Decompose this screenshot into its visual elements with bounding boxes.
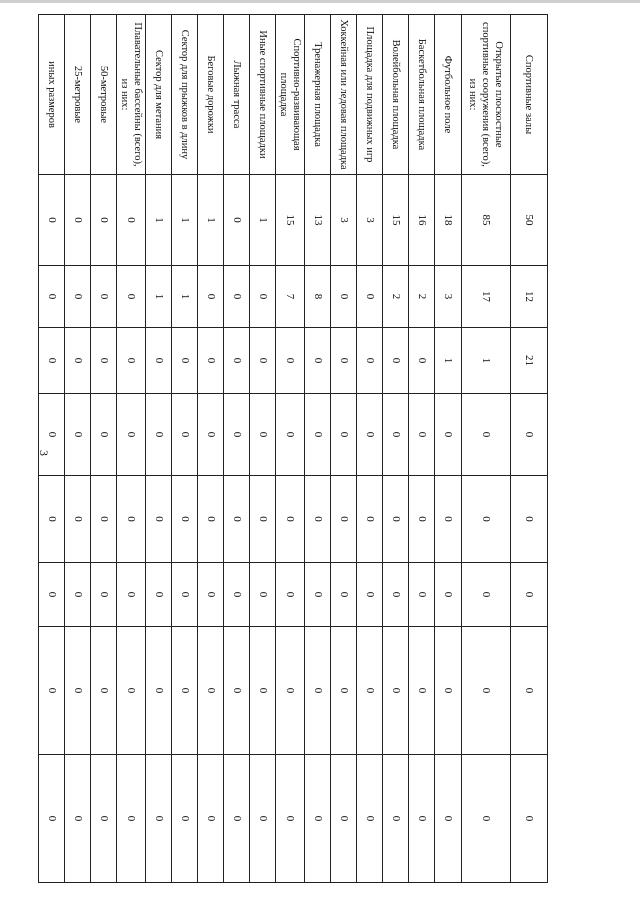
- table-row: [276, 15, 305, 883]
- table-cell: 1: [172, 266, 198, 328]
- table-cell: 0: [65, 175, 91, 266]
- table-cell: 0: [117, 476, 146, 563]
- row-label: Площадка для подвижных игр: [357, 15, 383, 175]
- table-row: [250, 15, 276, 883]
- table-row: [409, 15, 435, 883]
- scan-top-edge: [0, 0, 640, 3]
- row-label: Хоккейная или ледовая площадка: [331, 15, 357, 175]
- table-cell: 0: [39, 175, 65, 266]
- table-row: [511, 15, 548, 883]
- table-cell: 12: [511, 266, 548, 328]
- table-cell: 1: [146, 175, 172, 266]
- table-cell: 0: [91, 328, 117, 394]
- table-cell: 0: [146, 755, 172, 883]
- row-label: Беговые дорожки: [198, 15, 224, 175]
- table-cell: 3: [331, 175, 357, 266]
- table-cell: 0: [462, 627, 511, 755]
- table-cell: 0: [65, 266, 91, 328]
- table-cell: 0: [435, 755, 462, 883]
- table-cell: 0: [357, 755, 383, 883]
- table-cell: 0: [117, 266, 146, 328]
- row-label: 25-метровые: [65, 15, 91, 175]
- table-cell: 0: [383, 328, 409, 394]
- table-row: [435, 15, 462, 883]
- table-cell: 1: [250, 175, 276, 266]
- table-cell: 0: [357, 266, 383, 328]
- table-cell: 17: [462, 266, 511, 328]
- table-cell: 7: [276, 266, 305, 328]
- row-label: Плавательные бассейны (всего), из них:: [117, 15, 146, 175]
- table-cell: 0: [250, 563, 276, 627]
- table-cell: 0: [383, 476, 409, 563]
- table-cell: 0: [305, 394, 331, 476]
- table-cell: 1: [198, 175, 224, 266]
- table-cell: 0: [305, 627, 331, 755]
- table-row: [117, 15, 146, 883]
- table-cell: 0: [91, 627, 117, 755]
- table-cell: 0: [117, 755, 146, 883]
- table-cell: 0: [65, 627, 91, 755]
- table-cell: 0: [250, 394, 276, 476]
- table-cell: 1: [435, 328, 462, 394]
- table-cell: 0: [117, 328, 146, 394]
- table-cell: 0: [462, 563, 511, 627]
- table-cell: 0: [146, 627, 172, 755]
- table-cell: 1: [146, 266, 172, 328]
- row-label: Сектор для прыжков в длину: [172, 15, 198, 175]
- table-cell: 0: [250, 627, 276, 755]
- table-cell: 0: [331, 328, 357, 394]
- table-cell: 2: [383, 266, 409, 328]
- table-cell: 1: [172, 175, 198, 266]
- table-row: [198, 15, 224, 883]
- table-row: [224, 15, 250, 883]
- table-cell: 0: [198, 328, 224, 394]
- table-cell: 0: [409, 394, 435, 476]
- table-cell: 0: [39, 266, 65, 328]
- table-cell: 0: [65, 394, 91, 476]
- table-cell: 0: [117, 563, 146, 627]
- table-cell: 0: [117, 627, 146, 755]
- table-cell: 0: [383, 563, 409, 627]
- table-row: [305, 15, 331, 883]
- table-cell: 0: [198, 627, 224, 755]
- table-cell: 0: [117, 175, 146, 266]
- table-row: [331, 15, 357, 883]
- table-cell: 0: [172, 755, 198, 883]
- table-cell: 0: [224, 563, 250, 627]
- table-cell: 16: [409, 175, 435, 266]
- table-row: [172, 15, 198, 883]
- table-cell: 0: [435, 563, 462, 627]
- table-row: [91, 15, 117, 883]
- table-cell: 3: [357, 175, 383, 266]
- table-cell: 0: [305, 328, 331, 394]
- table-cell: 0: [224, 328, 250, 394]
- table-cell: 0: [511, 755, 548, 883]
- table-cell: 0: [224, 394, 250, 476]
- table-cell: 0: [305, 563, 331, 627]
- table-cell: 0: [331, 476, 357, 563]
- table-cell: 0: [172, 476, 198, 563]
- table-cell: 0: [198, 394, 224, 476]
- table-cell: 0: [65, 476, 91, 563]
- page-number: 3: [37, 450, 51, 456]
- table-cell: 0: [511, 627, 548, 755]
- table-cell: 3: [435, 266, 462, 328]
- row-label: Футбольное поле: [435, 15, 462, 175]
- row-label: Баскетбольная площадка: [409, 15, 435, 175]
- table-cell: 0: [409, 328, 435, 394]
- table-cell: 0: [383, 627, 409, 755]
- table-row: [357, 15, 383, 883]
- table-cell: 0: [435, 627, 462, 755]
- table-cell: 0: [511, 476, 548, 563]
- table-cell: 1: [462, 328, 511, 394]
- table-cell: 0: [409, 563, 435, 627]
- sports-facilities-table: [38, 14, 548, 883]
- table-cell: 0: [250, 476, 276, 563]
- table-cell: 0: [357, 328, 383, 394]
- table-cell: 0: [305, 476, 331, 563]
- table-cell: 0: [276, 328, 305, 394]
- table-cell: 0: [250, 755, 276, 883]
- table-cell: 85: [462, 175, 511, 266]
- table-cell: 0: [172, 563, 198, 627]
- row-label: Спортивные залы: [511, 15, 548, 175]
- row-label: Волейбольная площадка: [383, 15, 409, 175]
- table-row: [146, 15, 172, 883]
- table-cell: 0: [91, 175, 117, 266]
- table-row: [462, 15, 511, 883]
- table-cell: 0: [383, 755, 409, 883]
- table-cell: 0: [357, 476, 383, 563]
- table-cell: 0: [331, 563, 357, 627]
- table-cell: 0: [276, 476, 305, 563]
- table-cell: 0: [39, 328, 65, 394]
- table-cell: 0: [305, 755, 331, 883]
- row-label: Тренажерная площадка: [305, 15, 331, 175]
- row-label: Открытые плоскостные спортивные сооружения (всего), из них:: [462, 15, 511, 175]
- table-cell: 0: [198, 755, 224, 883]
- table-cell: 0: [276, 563, 305, 627]
- rotated-table: [46, 14, 548, 882]
- table-cell: 0: [276, 627, 305, 755]
- table-cell: 0: [91, 755, 117, 883]
- table-container: [46, 14, 548, 882]
- table-cell: 15: [276, 175, 305, 266]
- table-cell: 0: [39, 394, 65, 476]
- table-cell: 0: [409, 755, 435, 883]
- table-cell: 0: [331, 266, 357, 328]
- row-label: Иные спортивные площадки: [250, 15, 276, 175]
- table-cell: 0: [146, 394, 172, 476]
- table-row: [39, 15, 65, 883]
- row-label: Спортивно-развивающая площадка: [276, 15, 305, 175]
- table-cell: 0: [250, 328, 276, 394]
- row-label: иных размеров: [39, 15, 65, 175]
- table-cell: 8: [305, 266, 331, 328]
- table-cell: 0: [357, 627, 383, 755]
- table-cell: 0: [198, 563, 224, 627]
- table-cell: 0: [39, 627, 65, 755]
- table-cell: 0: [65, 563, 91, 627]
- table-cell: 21: [511, 328, 548, 394]
- table-cell: 2: [409, 266, 435, 328]
- table-cell: 13: [305, 175, 331, 266]
- table-cell: 0: [435, 394, 462, 476]
- table-cell: 0: [224, 266, 250, 328]
- table-cell: 0: [331, 755, 357, 883]
- table-cell: 50: [511, 175, 548, 266]
- table-cell: 0: [276, 755, 305, 883]
- table-cell: 0: [331, 394, 357, 476]
- table-cell: 0: [357, 563, 383, 627]
- table-cell: 0: [511, 563, 548, 627]
- table-cell: 0: [198, 476, 224, 563]
- row-label: Сектор для метания: [146, 15, 172, 175]
- table-cell: 0: [91, 563, 117, 627]
- table-cell: 0: [224, 627, 250, 755]
- row-label: 50-метровые: [91, 15, 117, 175]
- table-cell: 15: [383, 175, 409, 266]
- table-cell: 0: [462, 394, 511, 476]
- table-cell: 0: [91, 476, 117, 563]
- table-cell: 0: [224, 755, 250, 883]
- table-cell: 0: [198, 266, 224, 328]
- table-cell: 0: [511, 394, 548, 476]
- table-cell: 0: [39, 563, 65, 627]
- table-cell: 0: [39, 476, 65, 563]
- table-cell: 0: [172, 328, 198, 394]
- table-cell: 0: [409, 476, 435, 563]
- table-cell: 0: [146, 328, 172, 394]
- table-cell: 0: [276, 394, 305, 476]
- table-row: [383, 15, 409, 883]
- table-cell: 0: [462, 476, 511, 563]
- table-cell: 0: [172, 394, 198, 476]
- table-cell: 0: [172, 627, 198, 755]
- table-row: [65, 15, 91, 883]
- row-label: Лыжная трасса: [224, 15, 250, 175]
- table-cell: 0: [250, 266, 276, 328]
- table-cell: 0: [146, 563, 172, 627]
- table-cell: 0: [435, 476, 462, 563]
- table-cell: 0: [383, 394, 409, 476]
- table-cell: 0: [39, 755, 65, 883]
- table-cell: 0: [91, 266, 117, 328]
- table-cell: 0: [224, 476, 250, 563]
- table-cell: 0: [224, 175, 250, 266]
- table-cell: 0: [65, 328, 91, 394]
- table-cell: 0: [65, 755, 91, 883]
- table-cell: 0: [462, 755, 511, 883]
- table-cell: 0: [91, 394, 117, 476]
- table-cell: 0: [331, 627, 357, 755]
- table-cell: 18: [435, 175, 462, 266]
- table-cell: 0: [146, 476, 172, 563]
- table-cell: 0: [357, 394, 383, 476]
- table-cell: 0: [117, 394, 146, 476]
- table-cell: 0: [409, 627, 435, 755]
